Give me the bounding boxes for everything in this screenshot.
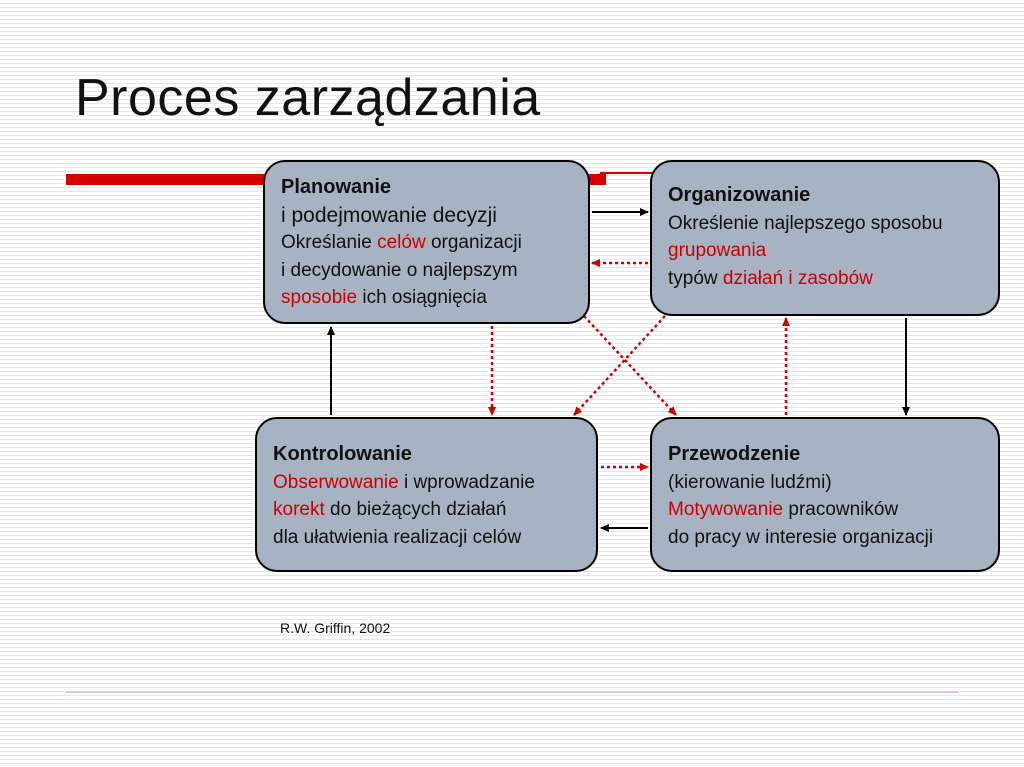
box-line (281, 284, 572, 312)
highlight-text: działań i zasobów (722, 267, 873, 289)
box-planowanie (263, 160, 590, 324)
arrow-plan-to-prz-feedback (584, 316, 676, 415)
box-line (281, 229, 572, 257)
box-line: Określenie najlepszego sposobu (668, 212, 943, 234)
box-przewodzenie (650, 417, 1000, 572)
box-heading: Kontrolowanie (273, 443, 412, 465)
text-span: pracowników (783, 499, 899, 520)
text-span: organizacji (425, 232, 522, 253)
box-organizowanie (650, 160, 1000, 316)
box-line: (kierowanie ludźmi) (668, 471, 832, 493)
text-span: do bieżących działań (324, 499, 507, 520)
source-citation: R.W. Griffin, 2002 (280, 620, 391, 636)
page-title: Proces zarządzania (75, 69, 541, 127)
box-heading: Przewodzenie (668, 443, 801, 465)
box-heading: Planowanie (281, 176, 392, 198)
box-line: dla ułatwienia realizacji celów (273, 526, 522, 548)
box-line: do pracy w interesie organizacji (668, 526, 934, 548)
footer-divider (66, 691, 958, 693)
highlight-text: grupowania (668, 240, 767, 261)
arrow-org-to-kon-feedback (574, 316, 665, 415)
text-span: typów (668, 267, 723, 289)
box-line (273, 469, 580, 497)
highlight-text: celów (377, 232, 426, 253)
box-line (273, 496, 580, 524)
text-span: ich osiągnięcia (357, 287, 487, 308)
text-span: i wprowadzanie (398, 471, 535, 493)
box-heading: Organizowanie (668, 184, 811, 206)
box-subheading: i podejmowanie decyzji (281, 203, 497, 227)
box-line (668, 265, 982, 293)
box-kontrolowanie (255, 417, 598, 572)
box-line: i decydowanie o najlepszym (281, 259, 518, 281)
highlight-text: sposobie (281, 287, 358, 308)
highlight-text: Motywowanie (668, 499, 784, 520)
highlight-text: korekt (273, 499, 325, 520)
text-span: Określanie (281, 232, 378, 253)
highlight-text: Obserwowanie (273, 471, 399, 493)
box-line (668, 496, 982, 524)
